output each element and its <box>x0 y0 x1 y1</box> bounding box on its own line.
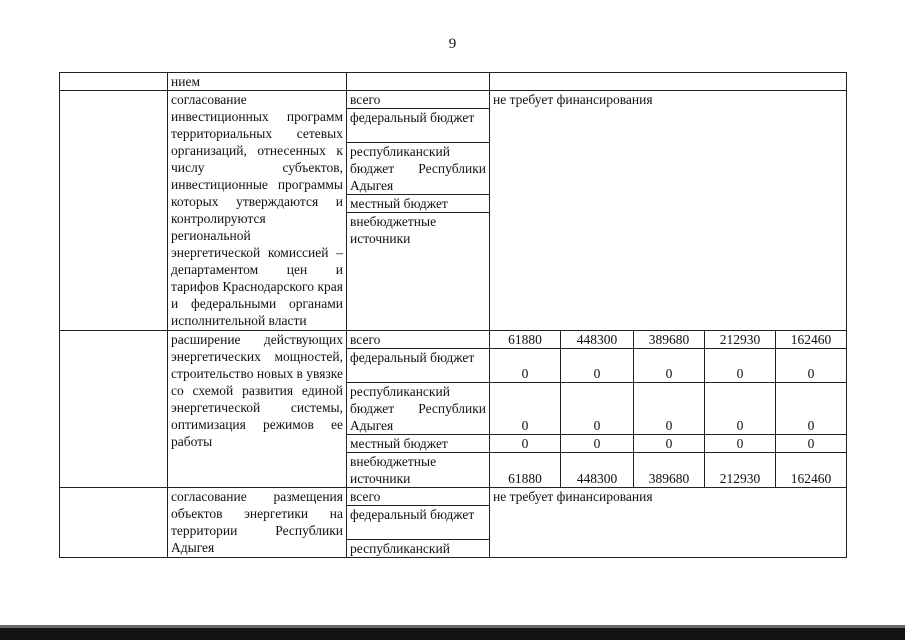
number-cell <box>60 91 168 331</box>
value-cell: 0 <box>634 383 705 435</box>
source-cell <box>347 73 490 91</box>
measure-description: нием <box>168 73 347 91</box>
table-row <box>60 73 847 91</box>
value-cell: 0 <box>705 349 776 383</box>
funding-source: всего <box>347 331 490 349</box>
measure-description: согласование размещения объектов энергетики на территории Республики Адыгея <box>168 488 347 558</box>
financing-cell <box>490 73 847 91</box>
funding-source: федеральный бюджет <box>347 109 490 143</box>
table-row <box>60 331 847 349</box>
funding-source: местный бюджет <box>347 435 490 453</box>
value-cell: 0 <box>490 349 561 383</box>
funding-source: внебюджетные источники <box>347 453 490 488</box>
value-cell: 0 <box>561 383 634 435</box>
value-cell: 212930 <box>705 331 776 349</box>
value-cell: 448300 <box>561 331 634 349</box>
value-cell: 61880 <box>490 453 561 488</box>
value-cell: 0 <box>634 349 705 383</box>
financing-note: не требует финансирования <box>490 488 847 558</box>
value-cell: 0 <box>561 435 634 453</box>
funding-source: федеральный бюджет <box>347 349 490 383</box>
funding-source: республиканский бюджет Республики Адыгея <box>347 143 490 195</box>
value-cell: 389680 <box>634 331 705 349</box>
value-cell: 0 <box>705 435 776 453</box>
number-cell <box>60 488 168 558</box>
table-row <box>60 91 847 109</box>
value-cell: 389680 <box>634 453 705 488</box>
value-cell: 0 <box>705 383 776 435</box>
table-row <box>60 488 847 506</box>
value-cell: 61880 <box>490 331 561 349</box>
funding-source: всего <box>347 488 490 506</box>
value-cell: 0 <box>634 435 705 453</box>
page-number: 9 <box>448 36 457 52</box>
value-cell: 212930 <box>705 453 776 488</box>
financing-note: не требует финансирования <box>490 91 847 331</box>
value-cell: 0 <box>561 349 634 383</box>
value-cell: 0 <box>490 383 561 435</box>
financing-table <box>59 72 847 558</box>
value-cell: 448300 <box>561 453 634 488</box>
value-cell: 162460 <box>776 453 847 488</box>
measure-description: расширение действующих энергетических мощностей, строительство новых в увязке со схемой развития единой энергетической системы, оптимизация режимов ее работы <box>168 331 347 488</box>
measure-description: согласование инвестиционных программ территориальных сетевых организаций, отнесенных к числу субъектов, инвестиционные программы которых утверждаются и контролируются региональной энергетической комиссией – департаментом цен и тарифов Краснодарского края и федеральными органами исполнительной власти <box>168 91 347 331</box>
scan-edge <box>0 628 905 640</box>
funding-source: федеральный бюджет <box>347 506 490 540</box>
value-cell: 0 <box>776 349 847 383</box>
number-cell <box>60 73 168 91</box>
value-cell: 0 <box>490 435 561 453</box>
funding-source: республиканский бюджет Республики Адыгея <box>347 383 490 435</box>
funding-source: местный бюджет <box>347 195 490 213</box>
value-cell: 0 <box>776 435 847 453</box>
funding-source: внебюджетные источники <box>347 213 490 331</box>
funding-source: республиканский <box>347 540 490 558</box>
value-cell: 162460 <box>776 331 847 349</box>
number-cell <box>60 331 168 488</box>
funding-source: всего <box>347 91 490 109</box>
value-cell: 0 <box>776 383 847 435</box>
